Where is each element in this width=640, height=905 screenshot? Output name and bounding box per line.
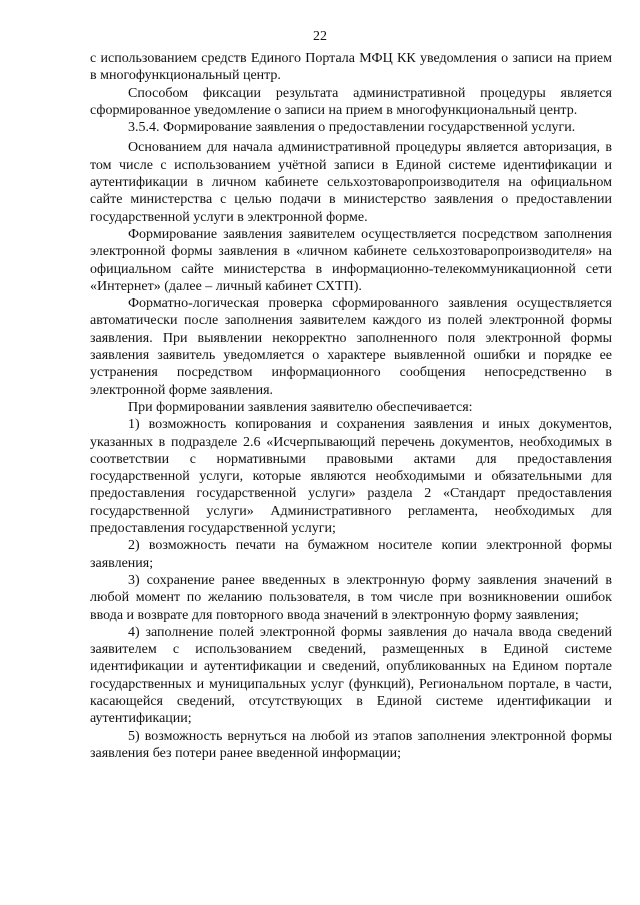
list-item-3: 3) сохранение ранее введенных в электронную форму заявления значений в любой момент по желанию пользователя, в том числе при возникновении ошибок ввода и возврате для повторного ввода значений в электронную форму заявления; bbox=[90, 572, 612, 623]
document-body bbox=[90, 50, 612, 762]
paragraph-provisions-intro: При формировании заявления заявителю обеспечивается: bbox=[128, 399, 473, 415]
paragraph-continuation: с использованием средств Единого Портала МФЦ КК уведомления о записи на прием в многофункциональный центр. bbox=[90, 51, 612, 84]
page-number: 22 bbox=[313, 29, 327, 44]
paragraph-validation: Форматно-логическая проверка сформированного заявления осуществляется автоматически после заполнения заявителем каждого из полей электронной формы заявления. При выявлении некорректно заполненного поля электронной формы заявления заявитель уведомляется о характере выявленной ошибки и порядке ее устранения посредством информационного сообщения непосредственно в электронной форме заявления. bbox=[90, 296, 612, 398]
list-item-1: 1) возможность копирования и сохранения заявления и иных документов, указанных в подразделе 2.6 «Исчерпывающий перечень документов, необходимых в соответствии с нормативными правовыми актами для предоставления государственной услуги, которые являются необходимыми и обязательными для предоставления государственной услуги» раздела 2 «Стандарт предоставления государственной услуги» Административного регламента, необходимых для предоставления государственной услуги; bbox=[90, 417, 612, 537]
section-heading-3-5-4: 3.5.4. Формирование заявления о предоставлении государственной услуги. bbox=[128, 120, 576, 136]
paragraph-basis: Основанием для начала административной процедуры является авторизация, в том числе с использованием учётной записи в Единой системе идентификации и аутентификации в личном кабинете сельхозтоваропроизводителя на официальном сайте министерства с целью подачи в министерство заявления о предоставлении государственной услуги в электронной форме. bbox=[90, 140, 612, 225]
paragraph-forming: Формирование заявления заявителем осуществляется посредством заполнения электронной формы заявления в «личном кабинете сельхозтоваропроизводителя» на официальном сайте министерства в информационно-телекоммуникационной сети «Интернет» (далее – личный кабинет СХТП). bbox=[90, 226, 612, 294]
list-item-4: 4) заполнение полей электронной формы заявления до начала ввода сведений заявителем с использованием сведений, размещенных в Единой системе идентификации и аутентификации и сведений, опубликованных на Едином портале государственных и муниципальных услуг (функций), Региональном портале, в части, касающейся сведений, отсутствующих в Единой системе идентификации и аутентификации; bbox=[90, 624, 612, 727]
list-item-5: 5) возможность вернуться на любой из этапов заполнения электронной формы заявления без потери ранее введенной информации; bbox=[90, 728, 612, 761]
paragraph-result-fixation: Способом фиксации результата административной процедуры является сформированное уведомление о записи на прием в многофункциональный центр. bbox=[90, 85, 612, 118]
list-item-2: 2) возможность печати на бумажном носителе копии электронной формы заявления; bbox=[90, 538, 612, 571]
